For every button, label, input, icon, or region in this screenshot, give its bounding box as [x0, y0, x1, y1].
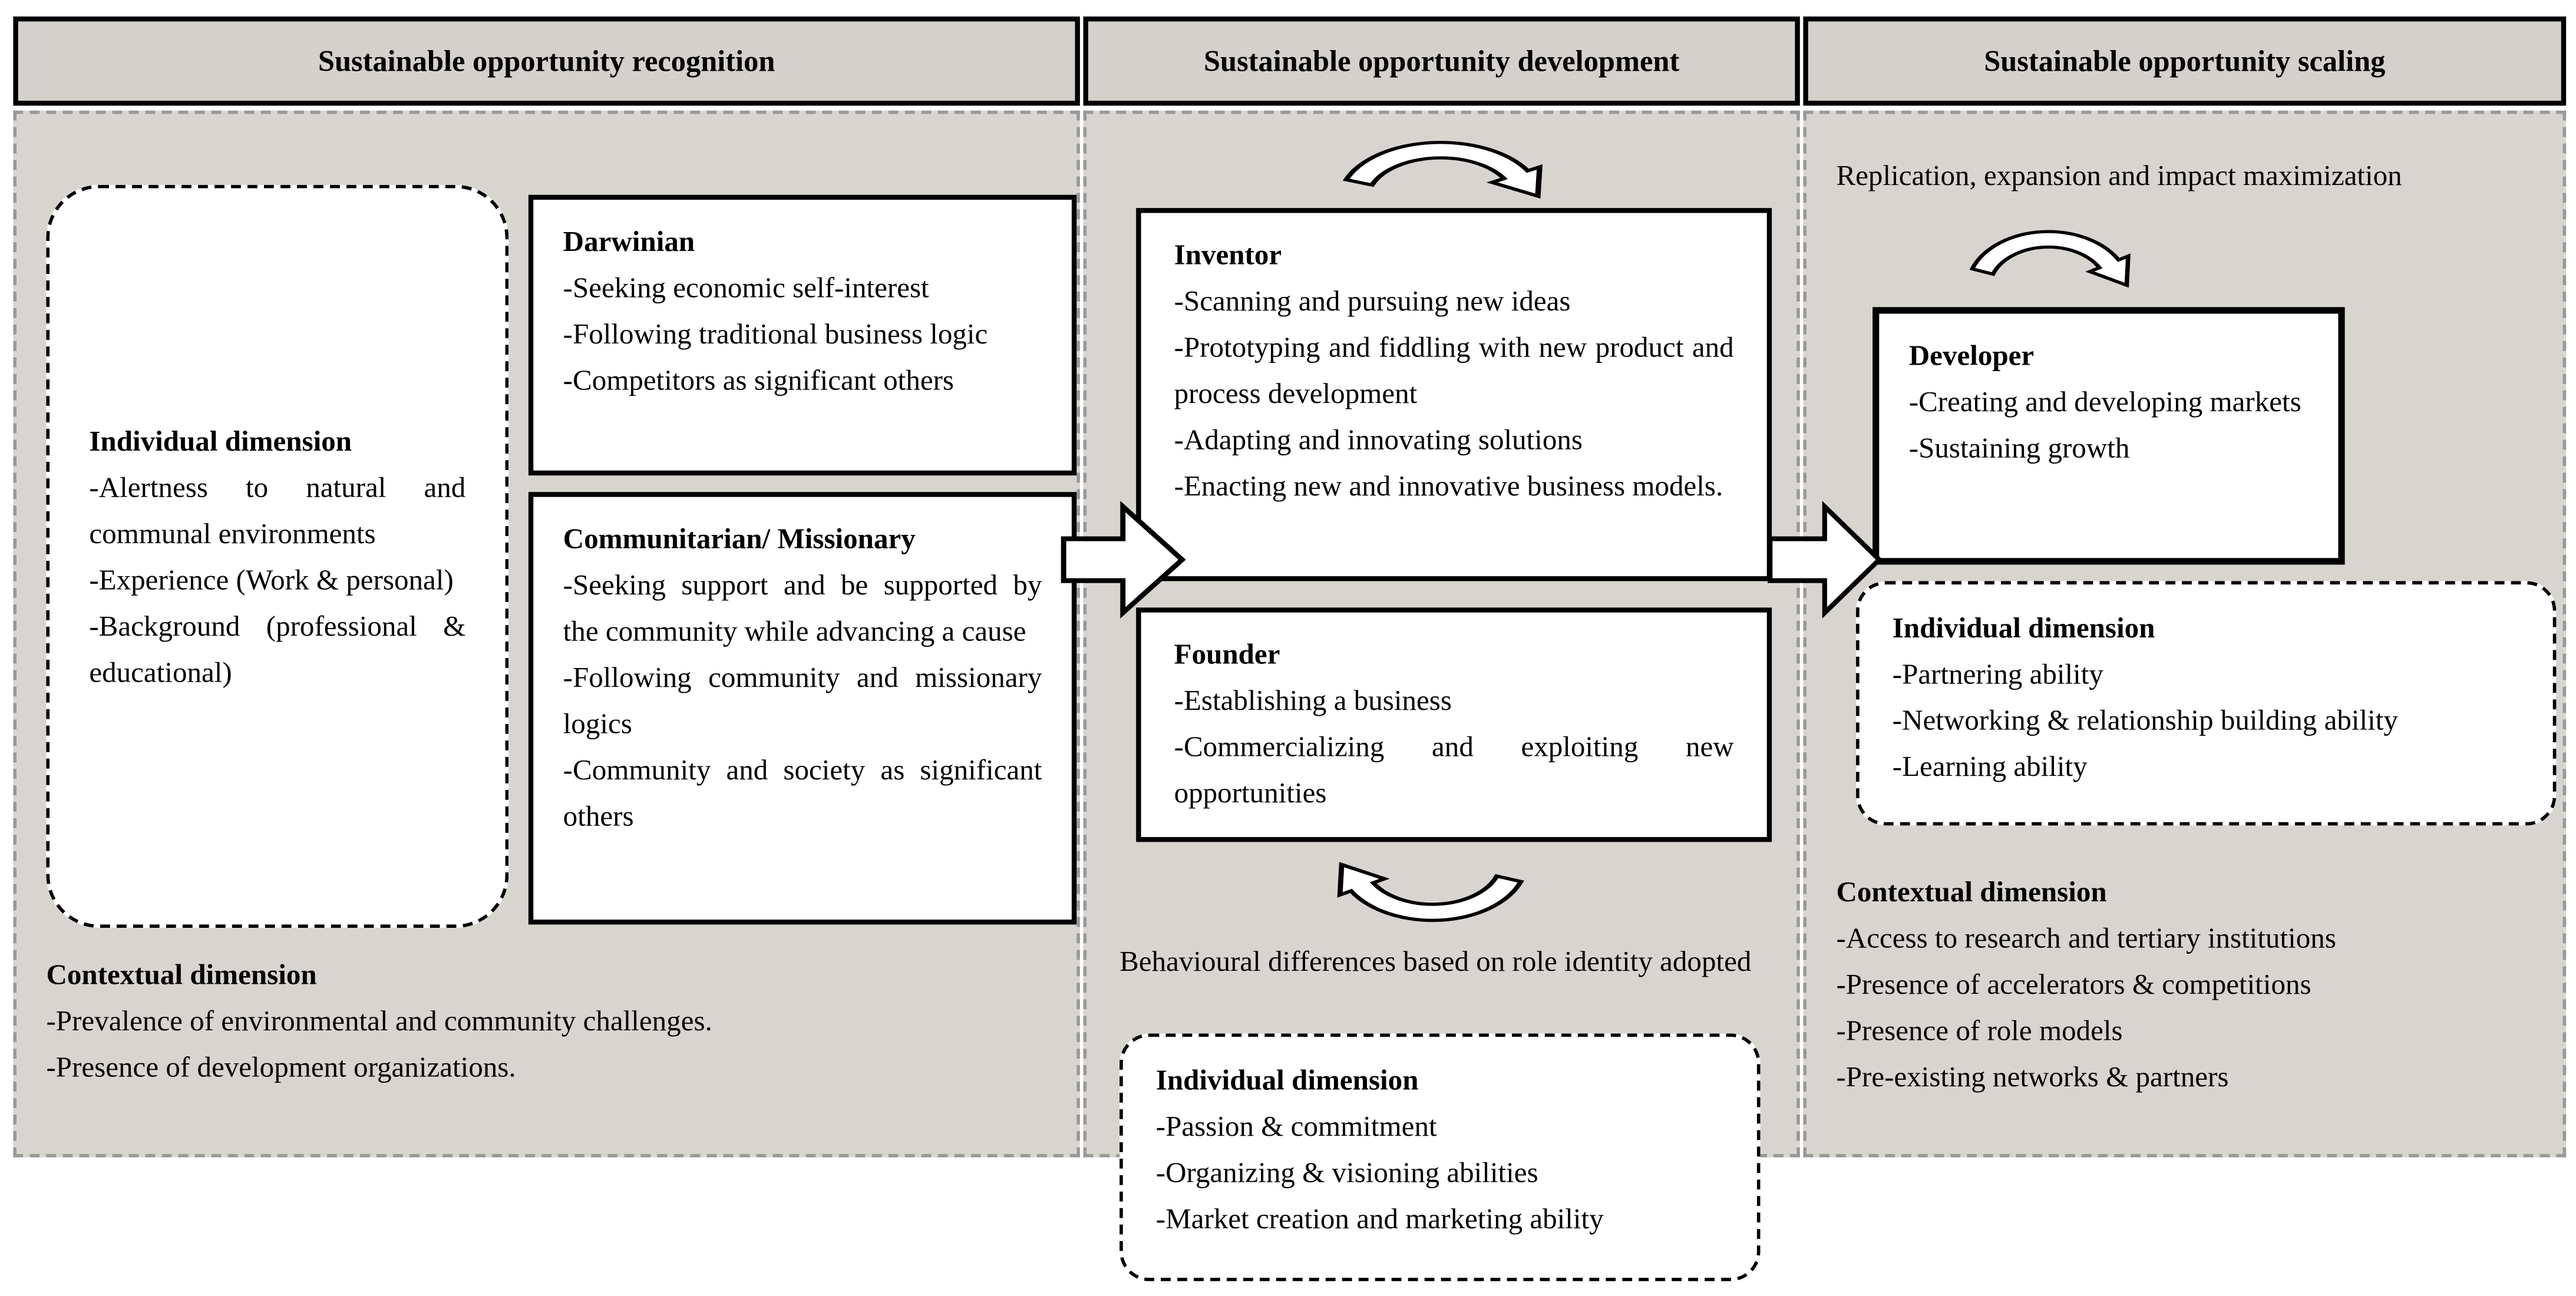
- founder-box: [1136, 607, 1772, 842]
- role-identity-note: Behavioural differences based on role identity adopted: [1119, 944, 1752, 978]
- box-title: Contextual dimension: [1836, 875, 2107, 908]
- developer-box: [1872, 307, 2345, 564]
- scaling-caption: Replication, expansion and impact maximization: [1836, 158, 2402, 192]
- list-item: -Sustaining growth: [1908, 431, 2130, 464]
- list-item: -Seeking economic self-interest: [563, 270, 929, 304]
- contextual-dimension-recognition: [46, 951, 1053, 1089]
- list-item: -Enacting new and innovative business models.: [1174, 468, 1723, 502]
- list-item: -Creating and developing markets: [1908, 384, 2301, 418]
- list-item: -Following community and missionary logics: [563, 660, 1042, 740]
- list-item: -Prevalence of environmental and community challenges.: [46, 1003, 712, 1037]
- contextual-dimension-scaling: [1836, 868, 2566, 1099]
- list-item: -Pre-existing networks & partners: [1836, 1060, 2229, 1093]
- box-title: Darwinian: [563, 224, 695, 258]
- cycle-arrow-icon: [1313, 132, 1568, 214]
- box-title: Individual dimension: [1155, 1063, 1419, 1096]
- cycle-arrow-icon: [1313, 845, 1552, 931]
- flow-arrow-development-to-scaling-icon: [1767, 495, 1883, 624]
- list-item: -Access to research and tertiary institutions: [1836, 921, 2336, 954]
- individual-dimension-box-development: [1119, 1033, 1760, 1281]
- individual-dimension-box-scaling: [1856, 581, 2556, 826]
- communitarian-missionary-box: [529, 492, 1076, 924]
- list-item: -Seeking support and be supported by the community while advancing a cause: [563, 568, 1042, 647]
- list-item: -Learning ability: [1892, 749, 2088, 783]
- list-item: -Alertness to natural and communal environments: [89, 470, 466, 550]
- list-item: -Following traditional business logic: [563, 317, 988, 351]
- box-title: Inventor: [1174, 237, 1282, 271]
- box-title: Individual dimension: [89, 424, 352, 458]
- box-title: Contextual dimension: [46, 957, 317, 991]
- list-item: -Establishing a business: [1174, 683, 1452, 717]
- list-item: -Adapting and innovating solutions: [1174, 422, 1583, 456]
- list-item: -Market creation and marketing ability: [1155, 1202, 1604, 1235]
- column-header-development: [1083, 16, 1799, 105]
- box-title: Developer: [1908, 338, 2035, 372]
- list-item: -Organizing & visioning abilities: [1155, 1155, 1538, 1189]
- list-item: -Presence of development organizations.: [46, 1050, 516, 1083]
- column-header-recognition-label: Sustainable opportunity recognition: [318, 44, 775, 77]
- list-item: -Commercializing and exploiting new opportunities: [1174, 729, 1734, 809]
- column-header-recognition: [13, 16, 1079, 105]
- list-item: -Passion & commitment: [1155, 1109, 1437, 1143]
- list-item: -Presence of role models: [1836, 1013, 2123, 1047]
- box-title: Communitarian/ Missionary: [563, 521, 916, 555]
- list-item: -Background (professional & educational): [89, 609, 466, 689]
- list-item: -Presence of accelerators & competitions: [1836, 967, 2311, 1001]
- cycle-arrow-icon: [1945, 221, 2151, 304]
- list-item: -Competitors as significant others: [563, 363, 955, 396]
- individual-dimension-box-recognition: [46, 185, 508, 928]
- inventor-box: [1136, 208, 1772, 581]
- column-header-scaling: [1803, 16, 2566, 105]
- list-item: -Scanning and pursuing new ideas: [1174, 284, 1571, 318]
- list-item: -Networking & relationship building ability: [1892, 703, 2398, 736]
- list-item: -Community and society as significant others: [563, 752, 1042, 832]
- list-item: -Prototyping and fiddling with new product and process development: [1174, 330, 1734, 410]
- darwinian-box: [529, 195, 1076, 475]
- column-header-development-label: Sustainable opportunity development: [1203, 44, 1680, 77]
- flow-arrow-recognition-to-development-icon: [1060, 495, 1185, 624]
- list-item: -Experience (Work & personal): [89, 563, 454, 596]
- list-item: -Partnering ability: [1892, 657, 2103, 690]
- column-header-scaling-label: Sustainable opportunity scaling: [1984, 44, 2386, 77]
- box-title: Founder: [1174, 637, 1280, 670]
- box-title: Individual dimension: [1892, 610, 2155, 644]
